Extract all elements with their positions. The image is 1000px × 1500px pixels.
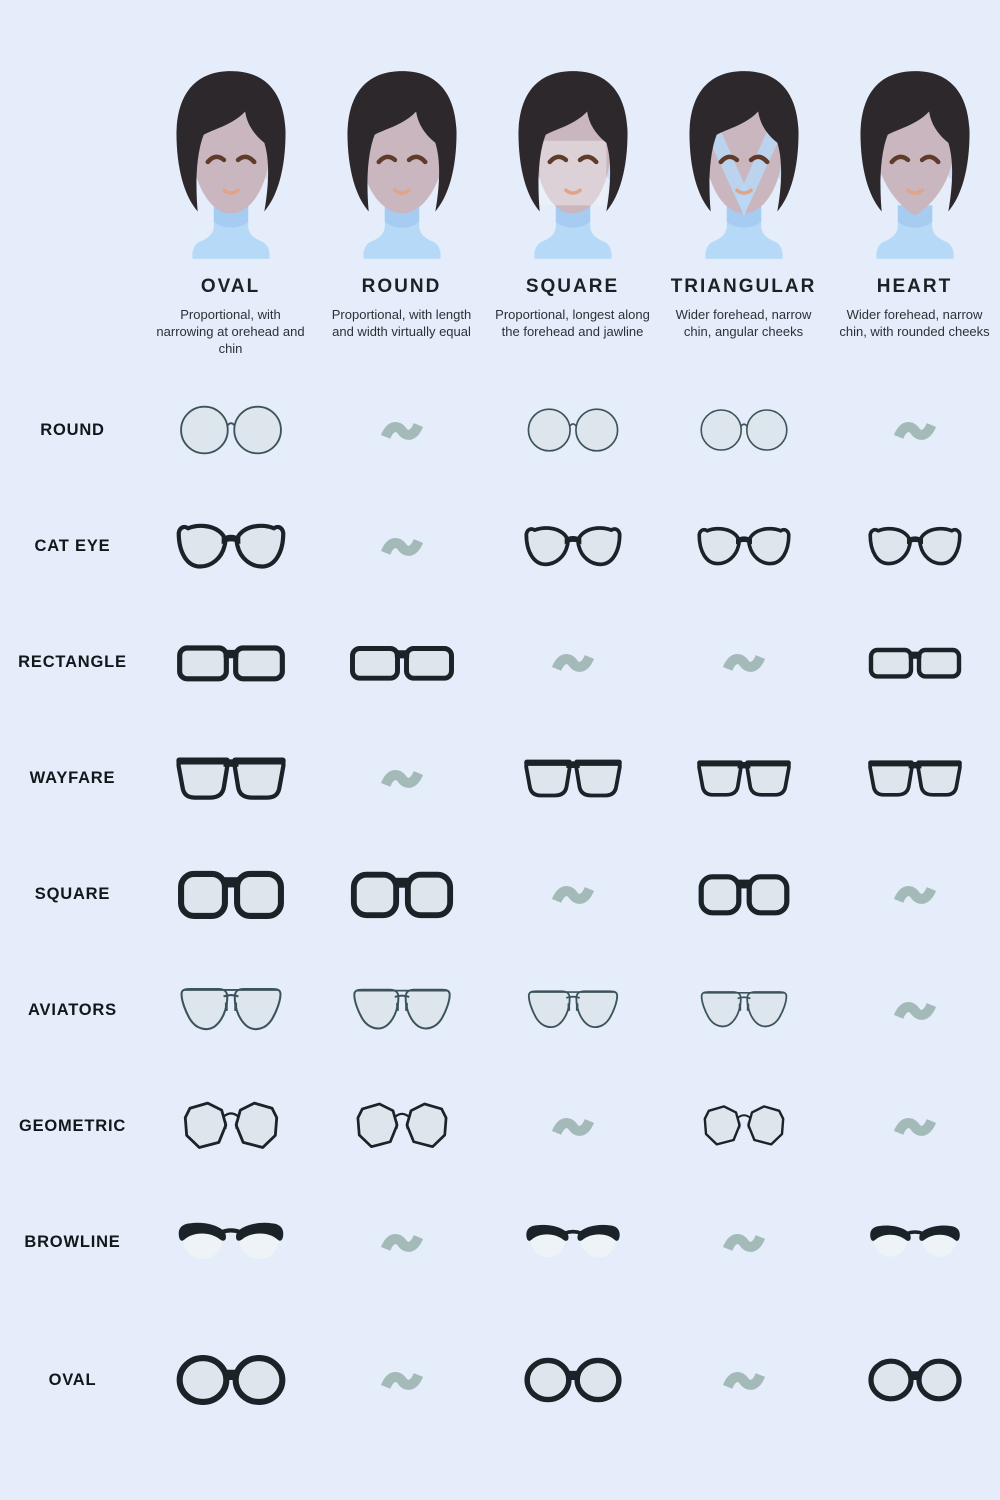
square-glasses-icon: [316, 836, 487, 952]
geometric-glasses-icon: [658, 1068, 829, 1184]
not-suitable-tilde-icon: [658, 604, 829, 720]
not-suitable-tilde-icon: [487, 1068, 658, 1184]
glasses-style-label-cat-eye: CAT EYE: [34, 536, 111, 555]
not-suitable-tilde-icon: [829, 952, 1000, 1068]
not-suitable-tilde-icon: [829, 1068, 1000, 1184]
face-illustration-oval: [145, 64, 316, 266]
not-suitable-tilde-icon: [487, 604, 658, 720]
wayfare-glasses-icon: [658, 720, 829, 836]
not-suitable-tilde-icon: [829, 836, 1000, 952]
cat-eye-glasses-icon: [145, 488, 316, 604]
face-illustration-square: [487, 64, 658, 266]
aviators-glasses-icon: [316, 952, 487, 1068]
not-suitable-tilde-icon: [316, 372, 487, 488]
glasses-style-label-geometric: GEOMETRIC: [18, 1116, 127, 1135]
glasses-row-wayfare: [0, 720, 1000, 836]
glasses-row-cat-eye: [0, 488, 1000, 604]
face-type-description-heart: Wider forehead, narrow chin, with rounded cheeks: [839, 307, 990, 340]
face-type-label-heart: HEART: [876, 276, 953, 297]
face-column-oval: [145, 64, 316, 372]
face-shapes-header: [0, 0, 1000, 372]
face-column-square: [487, 64, 658, 372]
face-type-description-oval: Proportional, with narrowing at orehead and chin: [156, 307, 305, 357]
not-suitable-tilde-icon: [316, 488, 487, 604]
geometric-glasses-icon: [145, 1068, 316, 1184]
glasses-style-label-wayfare: WAYFARE: [29, 768, 116, 787]
not-suitable-tilde-icon: [316, 1184, 487, 1300]
round-glasses-icon: [145, 372, 316, 488]
glasses-row-browline: [0, 1184, 1000, 1300]
face-type-label-round: ROUND: [361, 276, 442, 297]
glasses-row-round: [0, 372, 1000, 488]
face-type-label-oval: OVAL: [200, 276, 261, 297]
rectangle-glasses-icon: [829, 604, 1000, 720]
geometric-glasses-icon: [316, 1068, 487, 1184]
face-type-label-square: SQUARE: [525, 276, 620, 297]
face-illustration-round: [316, 64, 487, 266]
cat-eye-glasses-icon: [829, 488, 1000, 604]
face-type-description-square: Proportional, longest along the forehead and jawline: [495, 307, 650, 340]
oval-glasses-icon: [145, 1300, 316, 1460]
glasses-style-label-round: ROUND: [40, 420, 105, 439]
glasses-row-geometric: [0, 1068, 1000, 1184]
cat-eye-glasses-icon: [658, 488, 829, 604]
not-suitable-tilde-icon: [658, 1300, 829, 1460]
aviators-glasses-icon: [658, 952, 829, 1068]
glasses-style-label-oval: OVAL: [48, 1370, 97, 1389]
glasses-row-oval: [0, 1300, 1000, 1460]
aviators-glasses-icon: [145, 952, 316, 1068]
face-type-label-triangular: TRIANGULAR: [670, 276, 817, 297]
round-glasses-icon: [658, 372, 829, 488]
not-suitable-tilde-icon: [316, 1300, 487, 1460]
aviators-glasses-icon: [487, 952, 658, 1068]
face-type-description-triangular: Wider forehead, narrow chin, angular cheeks: [675, 307, 812, 340]
face-illustration-heart: [829, 64, 1000, 266]
face-column-round: [316, 64, 487, 372]
wayfare-glasses-icon: [487, 720, 658, 836]
square-glasses-icon: [145, 836, 316, 952]
wayfare-glasses-icon: [829, 720, 1000, 836]
glasses-style-label-square: SQUARE: [34, 884, 111, 903]
glasses-row-square: [0, 836, 1000, 952]
oval-glasses-icon: [487, 1300, 658, 1460]
cat-eye-glasses-icon: [487, 488, 658, 604]
not-suitable-tilde-icon: [487, 836, 658, 952]
glasses-face-shape-matrix: [0, 372, 1000, 1460]
glasses-style-label-browline: BROWLINE: [24, 1232, 121, 1251]
glasses-row-rectangle: [0, 604, 1000, 720]
not-suitable-tilde-icon: [316, 720, 487, 836]
face-column-heart: [829, 64, 1000, 372]
browline-glasses-icon: [487, 1184, 658, 1300]
square-glasses-icon: [658, 836, 829, 952]
glasses-row-aviators: [0, 952, 1000, 1068]
browline-glasses-icon: [829, 1184, 1000, 1300]
face-column-triangular: [658, 64, 829, 372]
face-illustration-triangular: [658, 64, 829, 266]
not-suitable-tilde-icon: [829, 372, 1000, 488]
rectangle-glasses-icon: [316, 604, 487, 720]
browline-glasses-icon: [145, 1184, 316, 1300]
face-type-description-round: Proportional, with length and width virtually equal: [331, 307, 472, 340]
rectangle-glasses-icon: [145, 604, 316, 720]
wayfare-glasses-icon: [145, 720, 316, 836]
oval-glasses-icon: [829, 1300, 1000, 1460]
glasses-style-label-aviators: AVIATORS: [28, 1000, 117, 1019]
glasses-style-label-rectangle: RECTANGLE: [18, 652, 127, 671]
round-glasses-icon: [487, 372, 658, 488]
not-suitable-tilde-icon: [658, 1184, 829, 1300]
